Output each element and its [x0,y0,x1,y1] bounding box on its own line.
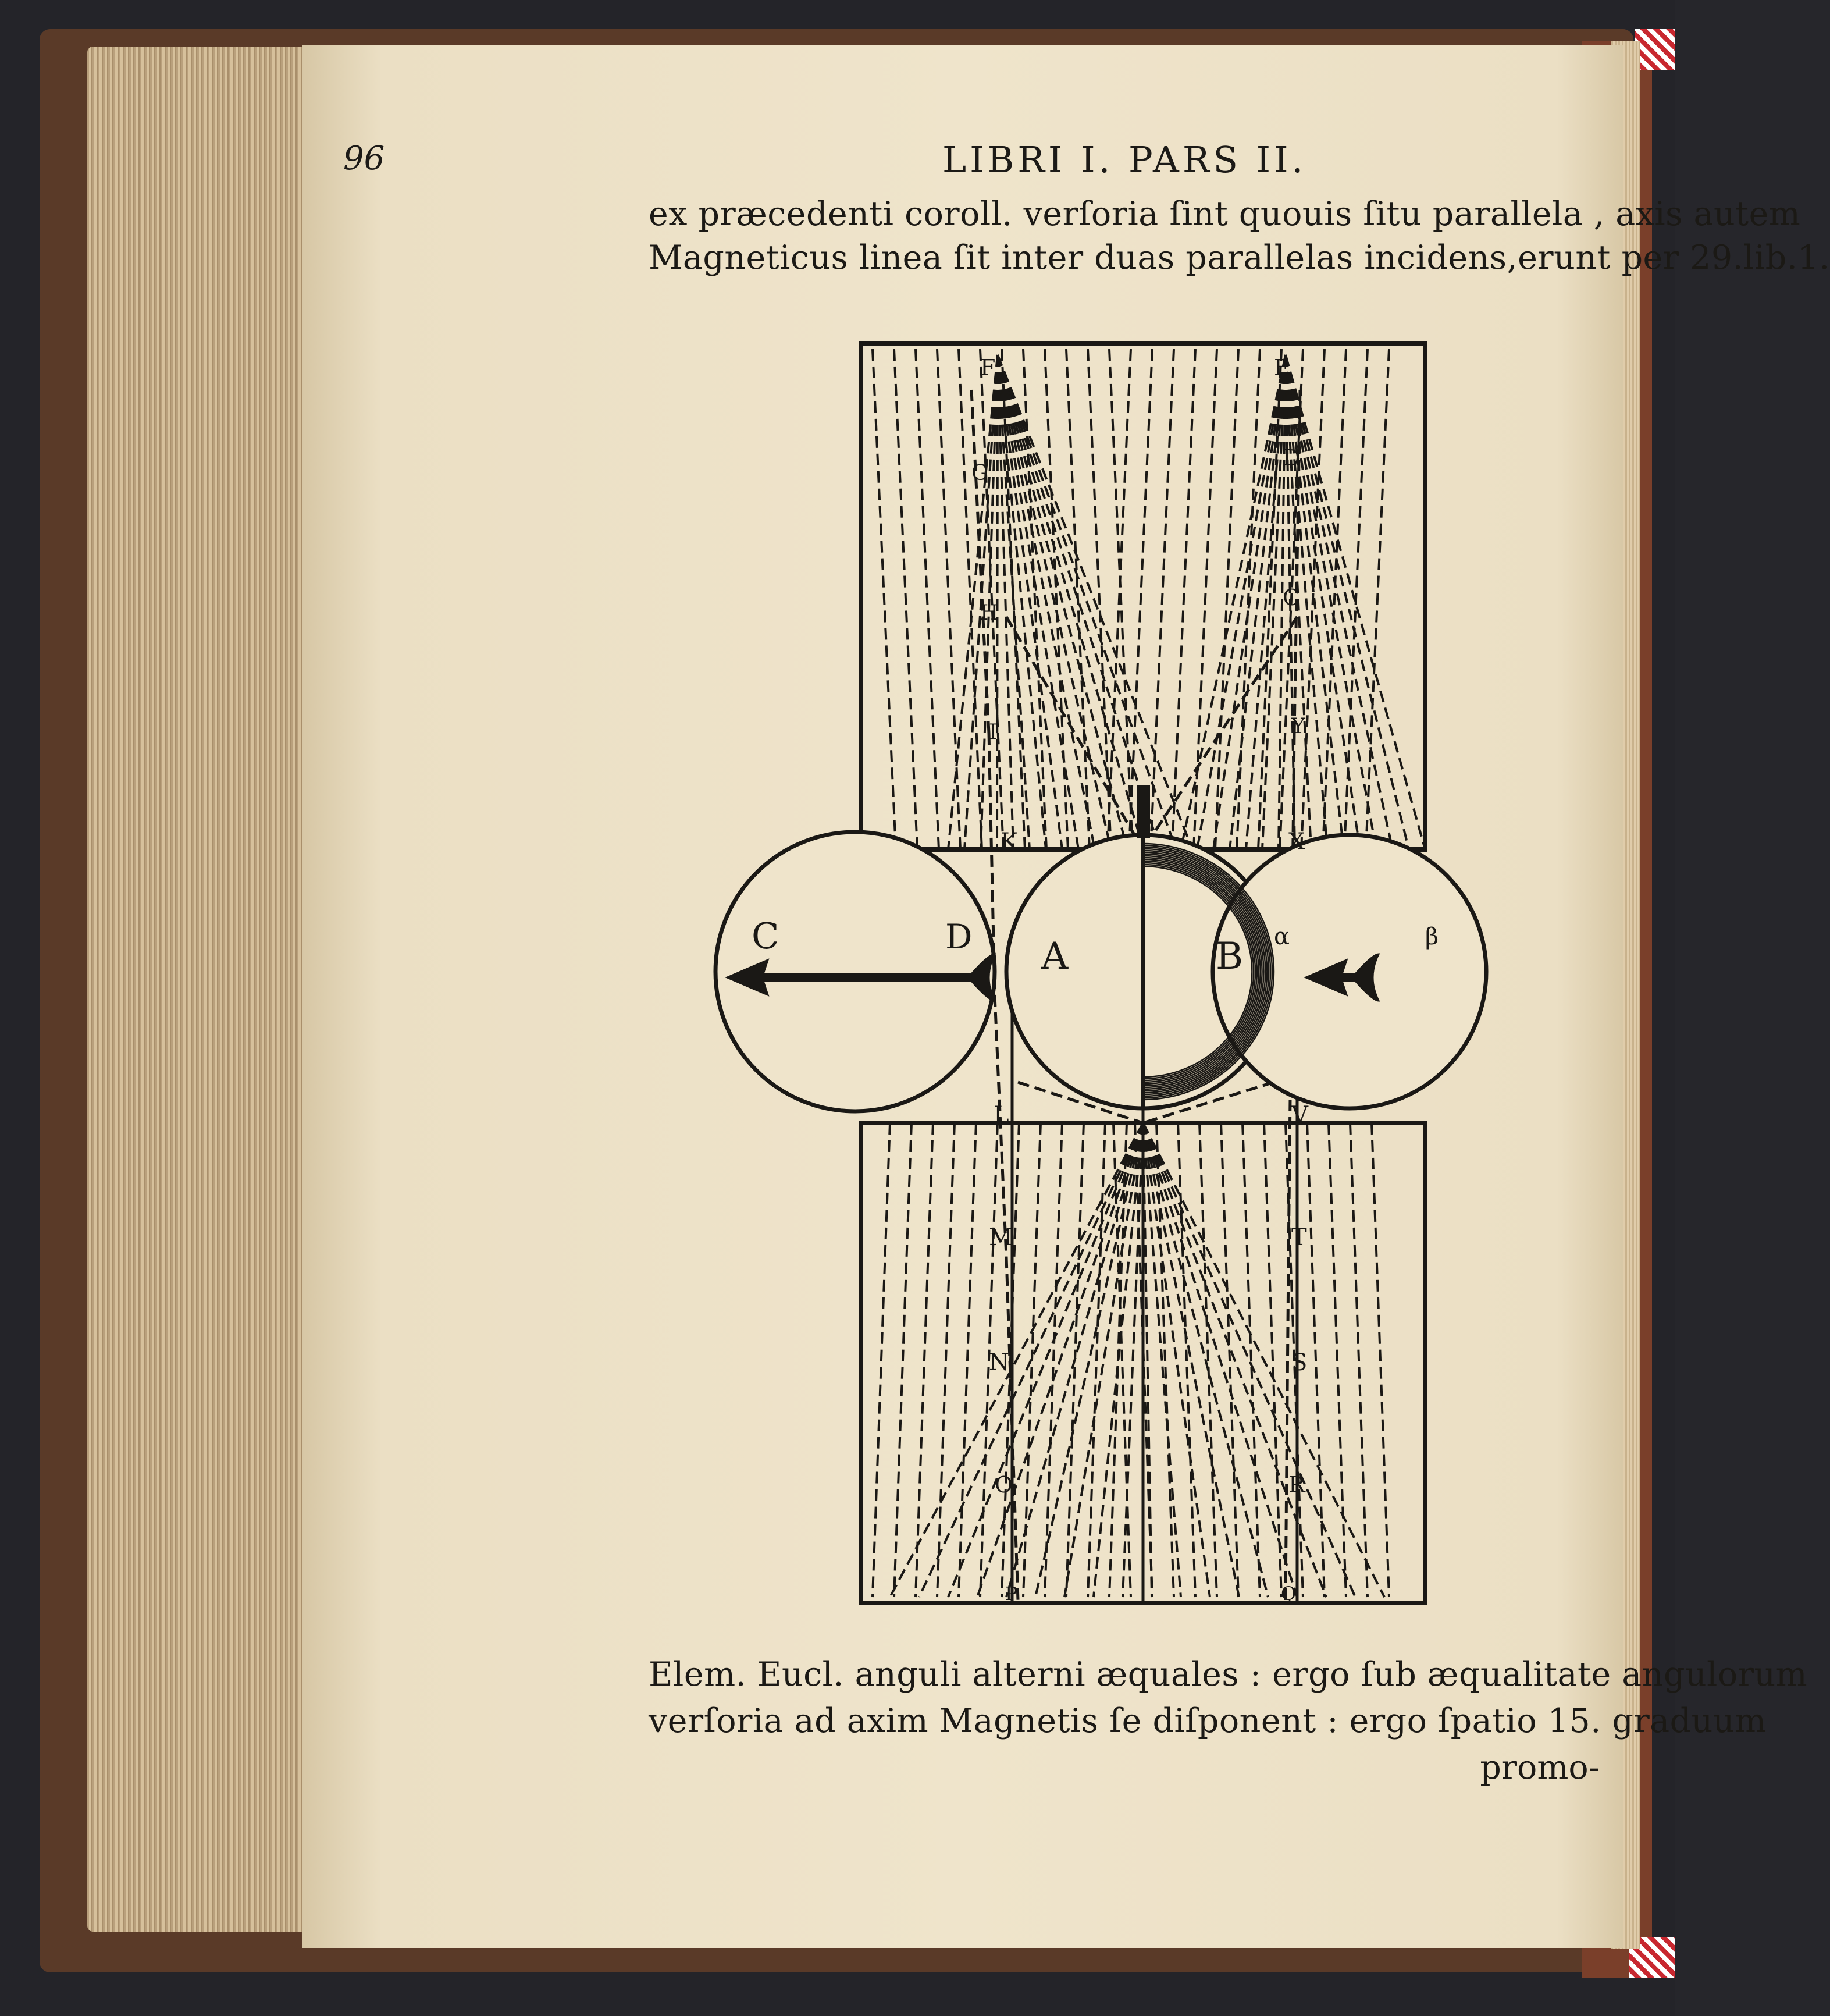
ray-line [1178,1123,1195,1597]
figure-label-s: S [1291,1349,1308,1376]
figure-label-h: H [980,601,999,625]
figure-label-a: A [1041,935,1069,978]
figure-label-k: K [1001,829,1018,855]
ray-line [916,1123,933,1597]
ribbon-bookmark-top [1635,29,1675,70]
figure-label-m: M [989,1224,1013,1251]
figure-label-n: N [989,1349,1009,1376]
ray-line [1199,1123,1217,1597]
running-head: LIBRI I. PARS II. [942,138,1307,181]
figure-label-d-top: D [1283,445,1301,471]
ray-line [873,1123,890,1597]
figure-label-o: O [995,1472,1013,1498]
guide-line [1286,1257,1288,1600]
ray-line [948,1123,1143,1597]
page-number: 96 [343,140,385,177]
figure-label-v: V [1291,1102,1308,1129]
ray-line [959,1123,976,1597]
ray-line [894,1123,912,1597]
ray-line [1329,1123,1346,1597]
figure-label-e: E [1274,355,1290,381]
ray-line [1350,1123,1368,1597]
text-line-1: ex præcedenti coroll. verſoria ſint quouis ſitu parallela , axis autem [649,195,1801,233]
ray-line [1088,1123,1105,1597]
figure-label-g: G [971,461,988,485]
figure-label-i: I [989,720,998,744]
ray-line [1237,349,1260,849]
page-edges-left [87,47,314,1932]
ray-line [1307,1123,1325,1597]
ray-line [1108,349,1131,849]
woodcut-figure [715,326,1472,1617]
text-line-3: Elem. Eucl. anguli alterni æquales : ergo ſub æqualitate angulorum [649,1655,1808,1694]
ray-line [894,349,917,849]
ray-line [1242,1123,1260,1597]
figure-label-alpha: α [1274,923,1290,950]
catchword: promo- [1480,1748,1600,1787]
ray-line [1197,355,1286,849]
figure-label-f: F [980,355,996,381]
ray-line [1172,349,1195,849]
ray-line [998,355,1062,849]
figure-label-b: B [1216,935,1244,978]
ray-line [1264,1123,1281,1597]
ray-line [916,349,939,849]
ray-line [1151,349,1174,849]
figure-label-y: Y [1291,714,1305,738]
figure-label-c-top: C [1283,585,1300,610]
ray-line [1143,1123,1384,1597]
figure-label-x: X [1288,829,1305,855]
figure-label-beta: β [1425,923,1439,950]
ray-line [1230,355,1286,849]
ray-line [937,349,960,849]
figure-label-d-left: D [945,917,973,957]
figure-label-q: Q [1281,1583,1297,1605]
ray-line [998,355,1095,849]
ray-line [1372,1123,1389,1597]
text-line-4: verſoria ad axim Magnetis ſe diſponent : ergo ſpatio 15. graduum [649,1702,1767,1740]
figure-label-t: T [1291,1224,1307,1251]
text-line-2: Magneticus linea ſit inter duas parallelas incidens,erunt per 29.lib.1. [649,239,1830,277]
figure-label-p: P [1005,1583,1018,1605]
top-frame [861,343,1425,849]
figure-label-c-left: C [752,915,779,957]
ray-line [1023,349,1046,849]
ray-line [1143,1123,1210,1597]
ray-line [873,349,896,849]
figure-label-r: R [1288,1472,1305,1498]
ray-line [1045,349,1068,849]
sphere-stem [1137,785,1150,838]
figure-svg [715,326,1472,1617]
figure-label-l: L [994,1102,1009,1129]
